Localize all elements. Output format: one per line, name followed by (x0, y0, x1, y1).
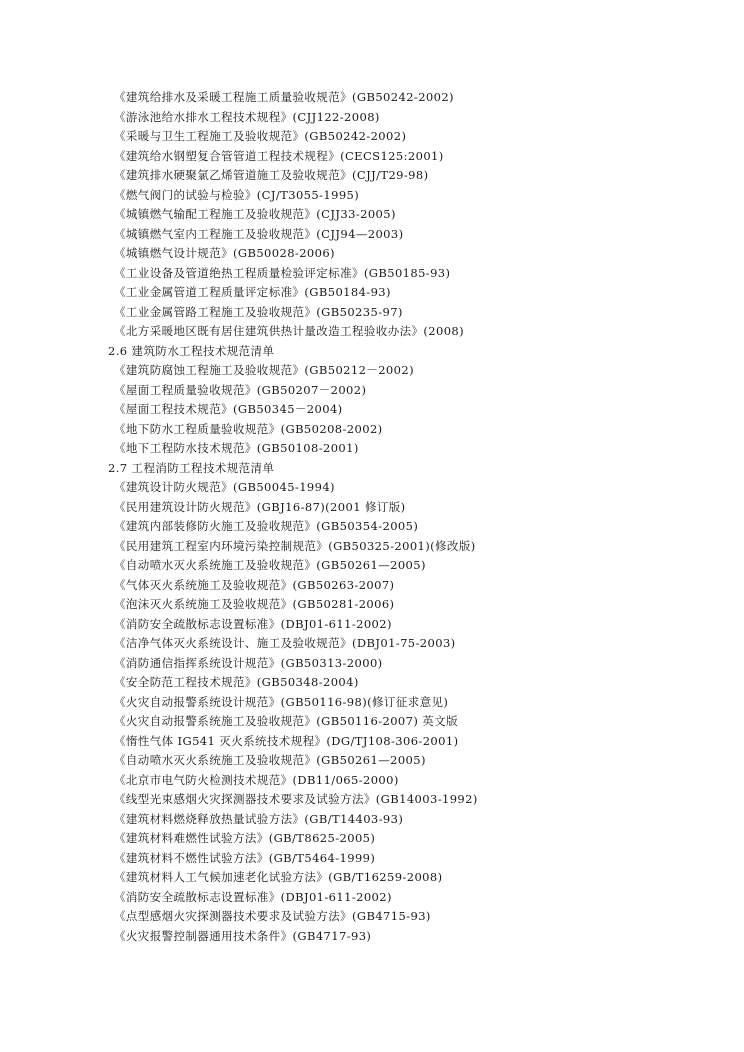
standard-item: 《气体灭火系统施工及验收规范》(GB50263-2007) (114, 577, 395, 592)
standard-item: 《建筑材料人工气候加速老化试验方法》(GB/T16259-2008) (114, 870, 443, 884)
standard-item: 《消防安全疏散标志设置标准》(DBJ01-611-2002) (114, 616, 392, 631)
standard-item: 《屋面工程技术规范》(GB50345－2004) (114, 402, 343, 416)
standard-item: 《线型光束感烟火灾探测器技术要求及试验方法》(GB14003-1992) (114, 792, 478, 806)
standard-item: 《北方采暖地区既有居住建筑供热计量改造工程验收办法》(2008) (114, 324, 465, 338)
standard-item: 《民用建筑工程室内环境污染控制规范》(GB50325-2001)(修改版) (114, 538, 476, 553)
standard-item: 《城镇燃气室内工程施工及验收规范》(CJJ94—2003) (114, 226, 404, 241)
section-heading: 2.6 建筑防水工程技术规范清单 (108, 343, 275, 358)
standard-item: 《屋面工程质量验收规范》(GB50207－2002) (114, 382, 367, 397)
standard-item: 《火灾自动报警系统设计规范》(GB50116-98)(修订征求意见) (114, 694, 449, 709)
standard-item: 《建筑材料不燃性试验方法》(GB/T5464-1999) (114, 850, 376, 865)
standard-item: 《火灾报警控制器通用技术条件》(GB4717-93) (114, 928, 372, 943)
standard-item: 《民用建筑设计防火规范》(GBJ16-87)(2001 修订版) (114, 499, 406, 514)
standard-item: 《建筑设计防火规范》(GB50045-1994) (114, 480, 335, 494)
standard-item: 《建筑材料难燃性试验方法》(GB/T8625-2005) (114, 831, 376, 845)
standard-item: 《地下工程防水技术规范》(GB50108-2001) (114, 441, 359, 455)
standard-item: 《城镇燃气输配工程施工及验收规范》(CJJ33-2005) (114, 207, 396, 221)
standard-item: 《城镇燃气设计规范》(GB50028-2006) (114, 246, 335, 260)
standard-item: 《工业金属管道工程质量评定标准》(GB50184-93) (114, 285, 391, 299)
standards-list (108, 88, 708, 946)
standard-item: 《安全防范工程技术规范》(GB50348-2004) (114, 675, 359, 689)
standard-item: 《建筑给水钢塑复合管管道工程技术规程》(CECS125:2001) (114, 148, 444, 163)
standard-item: 《燃气阀门的试验与检验》(CJ/T3055-1995) (114, 187, 360, 202)
standard-item: 《自动喷水灭火系统施工及验收规范》(GB50261—2005) (114, 558, 426, 572)
section-heading: 2.7 工程消防工程技术规范清单 (108, 460, 275, 475)
standard-item: 《建筑防腐蚀工程施工及验收规范》(GB50212－2002) (114, 363, 414, 377)
standard-item: 《建筑内部装修防火施工及验收规范》(GB50354-2005) (114, 519, 419, 533)
standard-item: 《泡沫灭火系统施工及验收规范》(GB50281-2006) (114, 597, 395, 611)
standard-item: 《地下防水工程质量验收规范》(GB50208-2002) (114, 421, 383, 436)
standard-item: 《消防通信指挥系统设计规范》(GB50313-2000) (114, 655, 383, 670)
standard-item: 《惰性气体 IG541 灭火系统技术规程》(DG/TJ108-306-2001) (114, 733, 459, 748)
standard-item: 《点型感烟火灾探测器技术要求及试验方法》(GB4715-93) (114, 909, 431, 923)
standard-item: 《洁净气体灭火系统设计、施工及验收规范》(DBJ01-75-2003) (114, 636, 456, 650)
standard-item: 《火灾自动报警系统施工及验收规范》(GB50116-2007) 英文版 (114, 714, 458, 728)
standard-item: 《建筑排水硬聚氯乙烯管道施工及验收规范》(CJJ/T29-98) (114, 168, 429, 182)
standard-item: 《自动喷水灭火系统施工及验收规范》(GB50261—2005) (114, 753, 426, 767)
standard-item: 《工业设备及管道绝热工程质量检验评定标准》(GB50185-93) (114, 265, 451, 280)
standard-item: 《工业金属管路工程施工及验收规范》(GB50235-97) (114, 304, 403, 319)
standard-item: 《建筑材料燃烧释放热量试验方法》(GB/T14403-93) (114, 811, 404, 826)
standard-item: 《游泳池给水排水工程技术规程》(CJJ122-2008) (114, 109, 380, 124)
standard-item: 《建筑给排水及采暖工程施工质量验收规范》(GB50242-2002) (114, 90, 454, 104)
standard-item: 《消防安全疏散标志设置标准》(DBJ01-611-2002) (114, 889, 392, 904)
standard-item: 《采暖与卫生工程施工及验收规范》(GB50242-2002) (114, 129, 407, 143)
standard-item: 《北京市电气防火检测技术规范》(DB11/065-2000) (114, 772, 399, 787)
